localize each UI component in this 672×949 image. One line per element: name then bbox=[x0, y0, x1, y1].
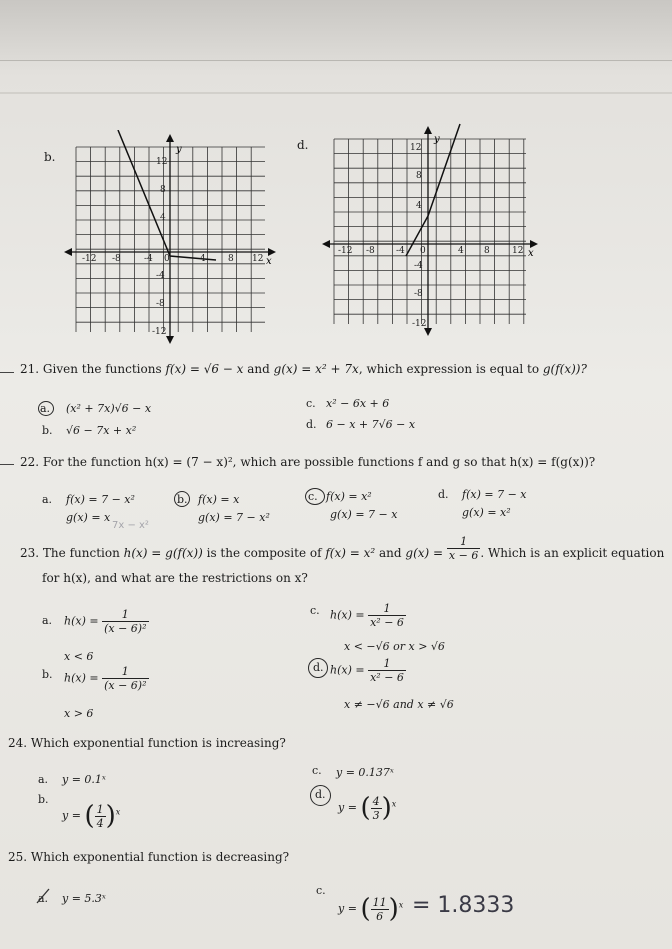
margin-mark bbox=[0, 372, 14, 373]
graph-d-ytick: -12 bbox=[412, 319, 427, 329]
graph-b-y-label: y bbox=[176, 144, 182, 155]
q22-text: For the function h(x) = (7 − x)², which are possible functions f and g so that h(x) = f(g(x))? bbox=[42, 455, 596, 469]
q21-option-b-label: b. bbox=[42, 424, 53, 437]
graph-d-label: d. bbox=[297, 138, 309, 152]
graph-d-x-label: x bbox=[528, 248, 534, 259]
graph-b-xtick: 0 bbox=[164, 254, 170, 264]
q25-option-c-label: c. bbox=[316, 884, 326, 897]
graph-d-xtick: -12 bbox=[338, 246, 353, 256]
graph-d-y-label: y bbox=[434, 134, 440, 145]
q25-option-c[interactable]: y = ( $\frac{11}{6}$ )$^x$ bbox=[338, 894, 404, 924]
q23-option-b[interactable]: h(x) = $\frac{1}{\text{(x − 6)²}}$ bbox=[64, 665, 147, 692]
graph-b-xtick: -4 bbox=[144, 254, 153, 264]
graph-b-ytick: -12 bbox=[152, 327, 167, 337]
q22-option-d-label: d. bbox=[438, 488, 449, 501]
graph-d-ytick: -4 bbox=[414, 261, 423, 271]
graph-b-ytick: -8 bbox=[156, 299, 165, 309]
q22-option-b-g[interactable]: g(x) = 7 − x² bbox=[198, 511, 270, 524]
q22-option-c-label: c. bbox=[308, 490, 318, 503]
q24-option-d[interactable]: y = ( $\frac{4}{3}$ )$^x$ bbox=[338, 793, 397, 823]
q24-option-a-label: a. bbox=[38, 773, 49, 786]
q25-option-a[interactable]: y = 5.3ˣ bbox=[62, 892, 106, 905]
q23-option-c-restriction: x < −√6 or x > √6 bbox=[344, 640, 445, 653]
q23-option-a-restriction: x < 6 bbox=[64, 650, 94, 663]
graph-d-xtick: 0 bbox=[420, 246, 426, 256]
q22-option-c-f[interactable]: f(x) = x² bbox=[326, 490, 372, 503]
graph-d bbox=[318, 122, 543, 337]
q21-option-a[interactable]: (x² + 7x)√6 − x bbox=[66, 402, 152, 415]
q23-text-a: The function bbox=[42, 546, 124, 560]
graph-b-label: b. bbox=[44, 150, 56, 164]
q24-option-b-label: b. bbox=[38, 793, 49, 806]
q25-option-a-label: a. bbox=[38, 892, 49, 905]
q25-number: 25. bbox=[8, 850, 28, 864]
q25-prompt bbox=[8, 850, 289, 864]
graph-b-xtick: 12 bbox=[252, 254, 264, 264]
q23-f-def: f(x) = x² bbox=[325, 546, 376, 560]
graph-d-xtick: -8 bbox=[366, 246, 375, 256]
q21-text-c: , which expression is equal to bbox=[358, 362, 543, 376]
graph-b-ytick: -4 bbox=[156, 271, 165, 281]
q23-option-d-restriction: x ≠ −√6 and x ≠ √6 bbox=[344, 698, 454, 711]
graph-b-xtick: -8 bbox=[112, 254, 121, 264]
q23-number: 23. bbox=[20, 546, 40, 560]
q23-g-fraction: $\frac{1}{x - 6}$ bbox=[448, 535, 479, 562]
graph-b-ytick: 12 bbox=[156, 157, 168, 167]
q22-prompt bbox=[20, 455, 595, 469]
paper-edge bbox=[0, 60, 672, 61]
graph-b-ytick: 4 bbox=[160, 213, 166, 223]
q23-h-def: h(x) = g(f(x)) bbox=[123, 546, 203, 560]
q21-target: g(f(x))? bbox=[542, 362, 587, 376]
q23-option-a-label: a. bbox=[42, 614, 53, 627]
q24-option-a[interactable]: y = 0.1ˣ bbox=[62, 773, 106, 786]
q21-f-def: f(x) = √6 − x bbox=[165, 362, 244, 376]
q21-option-a-label: a. bbox=[40, 402, 51, 415]
q22-number: 22. bbox=[20, 455, 40, 469]
q22-option-a-f[interactable]: f(x) = 7 − x² bbox=[66, 493, 135, 506]
q23-option-c-label: c. bbox=[310, 604, 320, 617]
graph-d-ytick: -8 bbox=[414, 289, 423, 299]
graph-b-xtick: 8 bbox=[228, 254, 234, 264]
graph-d-ytick: 12 bbox=[410, 143, 422, 153]
graph-b bbox=[60, 130, 280, 345]
q23-prompt-line2: for h(x), and what are the restrictions on x? bbox=[42, 571, 308, 585]
margin-mark bbox=[0, 464, 14, 465]
q21-option-c[interactable]: x² − 6x + 6 bbox=[326, 397, 390, 410]
q23-option-b-restriction: x > 6 bbox=[64, 707, 94, 720]
q23-text-b: is the composite of bbox=[202, 546, 326, 560]
q22-option-b-f[interactable]: f(x) = x bbox=[198, 493, 240, 506]
q23-option-a[interactable]: h(x) = $\frac{1}{\text{(x − 6)²}}$ bbox=[64, 608, 147, 635]
q25-handwritten-answer: = 1.8333 bbox=[412, 893, 515, 918]
q24-option-d-label: d. bbox=[315, 788, 326, 801]
graph-d-xtick: 8 bbox=[484, 246, 490, 256]
paper-shadow-top bbox=[0, 0, 672, 60]
q21-prompt bbox=[20, 362, 587, 376]
q21-option-d-label: d. bbox=[306, 418, 317, 431]
graph-d-xtick: -4 bbox=[396, 246, 405, 256]
q23-option-d[interactable]: h(x) = $\frac{1}{\text{x² − 6}}$ bbox=[330, 657, 404, 684]
q21-option-b[interactable]: √6 − 7x + x² bbox=[66, 424, 137, 437]
q21-number: 21. bbox=[20, 362, 40, 376]
q21-text-b: and bbox=[243, 362, 274, 376]
q25-pen-mark bbox=[34, 886, 54, 906]
q21-g-def: g(x) = x² + 7x bbox=[273, 362, 359, 376]
q22-option-d-g[interactable]: g(x) = x² bbox=[462, 506, 511, 519]
q23-text-c: and bbox=[375, 546, 406, 560]
q21-text-a: Given the functions bbox=[42, 362, 166, 376]
q22-option-a-label: a. bbox=[42, 493, 53, 506]
graph-d-xtick: 4 bbox=[458, 246, 464, 256]
q22-option-d-f[interactable]: f(x) = 7 − x bbox=[462, 488, 527, 501]
q23-prompt-line1 bbox=[20, 535, 665, 562]
graph-b-x-label: x bbox=[266, 256, 272, 267]
q23-option-c[interactable]: h(x) = $\frac{1}{\text{x² − 6}}$ bbox=[330, 602, 404, 629]
graph-b-xtick: 4 bbox=[200, 254, 206, 264]
q24-number: 24. bbox=[8, 736, 28, 750]
q25-text: Which exponential function is decreasing? bbox=[30, 850, 290, 864]
q22-option-a-g[interactable]: g(x) = x bbox=[66, 511, 111, 524]
q21-option-c-label: c. bbox=[306, 397, 316, 410]
q24-option-b[interactable]: y = ( $\frac{1}{4}$ )$^x$ bbox=[62, 801, 121, 831]
graph-d-ytick: 8 bbox=[416, 171, 422, 181]
q23-text-d: . Which is an explicit equation bbox=[480, 546, 665, 560]
q24-text: Which exponential function is increasing? bbox=[30, 736, 286, 750]
q24-prompt bbox=[8, 736, 286, 750]
q24-option-c-label: c. bbox=[312, 764, 322, 777]
graph-b-xtick: -12 bbox=[82, 254, 97, 264]
graph-b-ytick: 8 bbox=[160, 185, 166, 195]
q23-option-d-label: d. bbox=[313, 661, 324, 674]
q23-option-b-label: b. bbox=[42, 668, 53, 681]
q22-option-c-g[interactable]: g(x) = 7 − x bbox=[330, 508, 398, 521]
graph-b-curve bbox=[118, 130, 216, 260]
q22-option-b-label: b. bbox=[177, 493, 188, 506]
q23-g-def: g(x) = bbox=[405, 546, 444, 560]
q21-option-d[interactable]: 6 − x + 7√6 − x bbox=[326, 418, 416, 431]
graph-d-ytick: 4 bbox=[416, 201, 422, 211]
q24-option-c[interactable]: y = 0.137ˣ bbox=[336, 766, 394, 779]
graph-d-xtick: 12 bbox=[512, 246, 524, 256]
paper-fold bbox=[0, 92, 672, 94]
pencil-note: 7x − x² bbox=[112, 520, 149, 531]
